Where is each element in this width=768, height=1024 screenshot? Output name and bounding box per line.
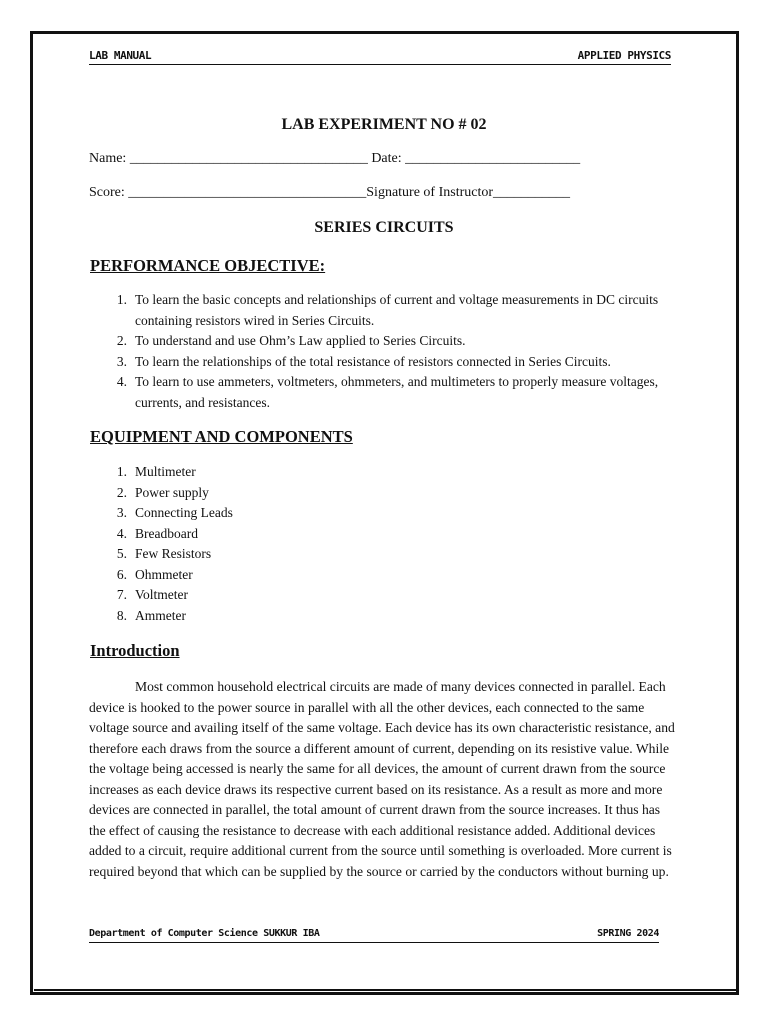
equipment-heading: EQUIPMENT AND COMPONENTS [90,427,353,446]
performance-objective-heading: PERFORMANCE OBJECTIVE: [90,256,326,275]
introduction-paragraph [89,677,679,882]
footer-right: SPRING 2024 [597,928,659,939]
page-footer [89,928,659,943]
list-item-text: Few Resistors [135,546,212,561]
list-item-text: Ammeter [135,607,186,623]
list-item-text: Voltmeter [135,587,188,602]
page-border-bottom-line [34,989,737,991]
list-item: 8. Ammeter [116,607,186,623]
performance-objective-list [89,290,679,413]
list-item: 4. To learn to use ammeters, voltmeters, ohmmeters, and multimeters to properly measure voltages, currents, and resistances. [116,374,659,410]
equipment-list [89,462,679,626]
list-item: 4. Breadboard [116,525,198,541]
list-item-text: Multimeter [135,464,196,479]
header-right: APPLIED PHYSICS [577,49,671,62]
footer-left: Department of Computer Science SUKKUR IBA [89,928,320,939]
list-item-text: To understand and use Ohm’s Law applied to Series Circuits. [135,333,466,348]
list-item-text: To learn the relationships of the total resistance of resistors connected in Series Circuits. [135,353,611,369]
list-item: 7. Voltmeter [116,587,188,602]
list-item: 1. To learn the basic concepts and relationships of current and voltage measurements in DC circuits containing resistors wired in Series Circuits. [116,292,659,328]
list-item: 5. Few Resistors [116,546,212,561]
experiment-subtitle: SERIES CIRCUITS [314,219,454,236]
list-item: 2. To understand and use Ohm’s Law applied to Series Circuits. [116,333,466,348]
list-item-text: Breadboard [135,525,198,541]
experiment-title: LAB EXPERIMENT NO # 02 [281,116,487,133]
list-item: 3. To learn the relationships of the total resistance of resistors connected in Series Circuits. [116,353,611,369]
score-signature-line: Score: __________________________________Signature of Instructor___________ [89,185,571,200]
introduction-text: Most common household electrical circuits are made of many devices connected in parallel. Each device is hooked to the power source in parallel with all the other devices, each connected to the same voltage source and availing itself of the same voltage. Each device has its own characteristic resistance, and therefore each draws from the source a different amount of current, depending on its resistive value. While the voltage being accessed is nearly the same for all devices, the amount of current drawn from the source increases as each device draws its respective current based on its resistance. As a result as more and more devices are connected in parallel, the total amount of current drawn from the source increases. It thus has the effect of causing the resistance to decrease with each additional resistance added. Additional devices added to a circuit, require additional current from the source until something is overloaded. More current is required beyond that which can be supplied by the source or carried by the conductors without burning up. [89,679,675,879]
list-item-text: Power supply [135,484,209,500]
list-item-text: To learn to use ammeters, voltmeters, ohmmeters, and multimeters to properly measure voltages, currents, and resistances. [135,374,659,410]
list-item: 2. Power supply [116,484,209,500]
header-left: LAB MANUAL [89,49,152,62]
list-item-text: Ohmmeter [135,566,193,582]
list-item-text: Connecting Leads [135,505,233,520]
list-item-text: To learn the basic concepts and relationships of current and voltage measurements in DC circuits containing resistors wired in Series Circuits. [135,292,659,328]
list-item: 3. Connecting Leads [116,505,233,520]
list-item: 1. Multimeter [116,464,196,479]
list-item: 6. Ohmmeter [116,566,193,582]
page-header [89,48,671,65]
name-date-line: Name: __________________________________ Date: _________________________ [89,151,581,166]
introduction-heading: Introduction [90,641,180,660]
